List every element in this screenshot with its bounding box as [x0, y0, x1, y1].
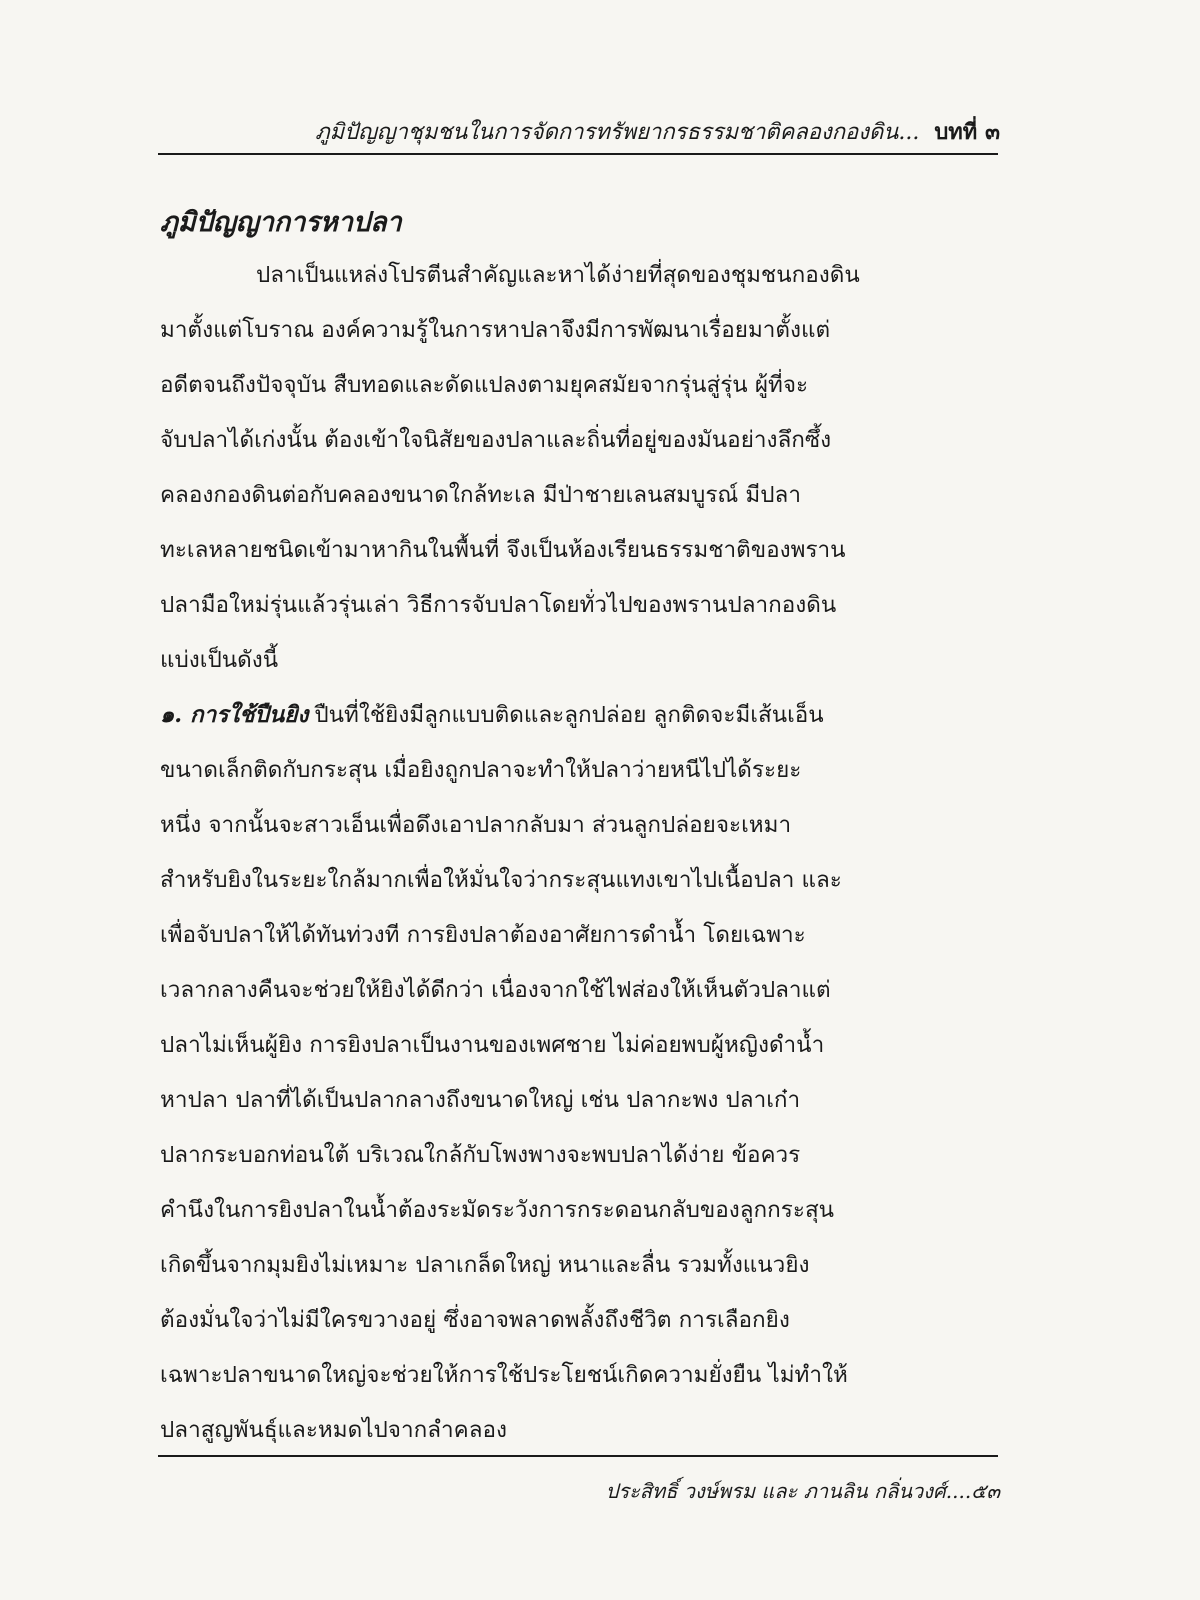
paragraph-line: เกิดขึ้นจากมุมยิงไม่เหมาะ ปลาเกล็ดใหญ่ หนาและลื่น รวมทั้งแนวยิง: [160, 1252, 810, 1278]
paragraph-line: เพื่อจับปลาให้ได้ทันท่วงที การยิงปลาต้องอาศัยการดำน้ำ โดยเฉพาะ: [160, 922, 806, 948]
paragraph-line: ปลาเป็นแหล่งโปรตีนสำคัญและหาได้ง่ายที่สุดของชุมชนกองดิน: [256, 262, 860, 288]
footer-rule: [158, 1455, 998, 1457]
paragraph-line: ขนาดเล็กติดกับกระสุน เมื่อยิงถูกปลาจะทำให้ปลาว่ายหนีไปได้ระยะ: [160, 757, 802, 783]
paragraph-line: มาตั้งแต่โบราณ องค์ความรู้ในการหาปลาจึงมีการพัฒนาเรื่อยมาตั้งแต่: [160, 317, 831, 343]
paragraph-line: ปลามือใหม่รุ่นแล้วรุ่นเล่า วิธีการจับปลาโดยทั่วไปของพรานปลากองดิน: [160, 592, 837, 618]
paragraph-line: แบ่งเป็นดังนี้: [160, 647, 279, 673]
paragraph-line: ทะเลหลายชนิดเข้ามาหากินในพื้นที่ จึงเป็นห้องเรียนธรรมชาติของพราน: [160, 537, 846, 563]
header-title: ภูมิปัญญาชุมชนในการจัดการทรัพยากรธรรมชาติคลองกองดิน...: [315, 120, 920, 145]
paragraph-line: ปลาสูญพันธุ์และหมดไปจากลำคลอง: [160, 1417, 508, 1443]
list-item-label: ๑. การใช้ปืนยิง: [160, 702, 309, 728]
paragraph-line: เวลากลางคืนจะช่วยให้ยิงได้ดีกว่า เนื่องจากใช้ไฟส่องให้เห็นตัวปลาแต่: [160, 977, 831, 1003]
paragraph-line: หาปลา ปลาที่ได้เป็นปลากลางถึงขนาดใหญ่ เช่น ปลากะพง ปลาเก๋า: [160, 1087, 801, 1113]
paragraph-line: เฉพาะปลาขนาดใหญ่จะช่วยให้การใช้ประโยชน์เกิดความยั่งยืน ไม่ทำให้: [160, 1362, 848, 1388]
paragraph-line: ต้องมั่นใจว่าไม่มีใครขวางอยู่ ซึ่งอาจพลาดพลั้งถึงชีวิต การเลือกยิง: [160, 1307, 790, 1333]
paragraph-line: หนึ่ง จากนั้นจะสาวเอ็นเพื่อดึงเอาปลากลับมา ส่วนลูกปล่อยจะเหมา: [160, 812, 792, 838]
paragraph-line: อดีตจนถึงปัจจุบัน สืบทอดและดัดแปลงตามยุคสมัยจากรุ่นสู่รุ่น ผู้ที่จะ: [160, 372, 809, 398]
paragraph-line: ปลาไม่เห็นผู้ยิง การยิงปลาเป็นงานของเพศชาย ไม่ค่อยพบผู้หญิงดำน้ำ: [160, 1032, 825, 1058]
header-rule: [158, 153, 998, 155]
paragraph-line: คำนึงในการยิงปลาในน้ำต้องระมัดระวังการกระดอนกลับของลูกกระสุน: [160, 1197, 835, 1223]
paragraph-line: จับปลาได้เก่งนั้น ต้องเข้าใจนิสัยของปลาและถิ่นที่อยู่ของมันอย่างลึกซึ้ง: [160, 427, 832, 453]
paragraph-line: คลองกองดินต่อกับคลองขนาดใกล้ทะเล มีป่าชายเลนสมบูรณ์ มีปลา: [160, 482, 801, 508]
list-item-text: ปืนที่ใช้ยิงมีลูกแบบติดและลูกปล่อย ลูกติดจะมีเส้นเอ็น: [314, 702, 824, 728]
running-header: [158, 112, 1000, 152]
paragraph-line: ปลากระบอกท่อนใต้ บริเวณใกล้กับโพงพางจะพบปลาได้ง่าย ข้อควร: [160, 1142, 801, 1168]
list-item-first-line: [160, 688, 996, 743]
page-body: [160, 198, 996, 1458]
running-footer: ประสิทธิ์ วงษ์พรม และ ภานลิน กลิ่นวงศ์....๕๓: [605, 1479, 1000, 1503]
section-heading: ภูมิปัญญาการหาปลา: [160, 207, 402, 238]
chapter-label: บทที่ ๓: [934, 119, 1000, 145]
paragraph-line: สำหรับยิงในระยะใกล้มากเพื่อให้มั่นใจว่ากระสุนแทงเขาไปเนื้อปลา และ: [160, 867, 842, 893]
